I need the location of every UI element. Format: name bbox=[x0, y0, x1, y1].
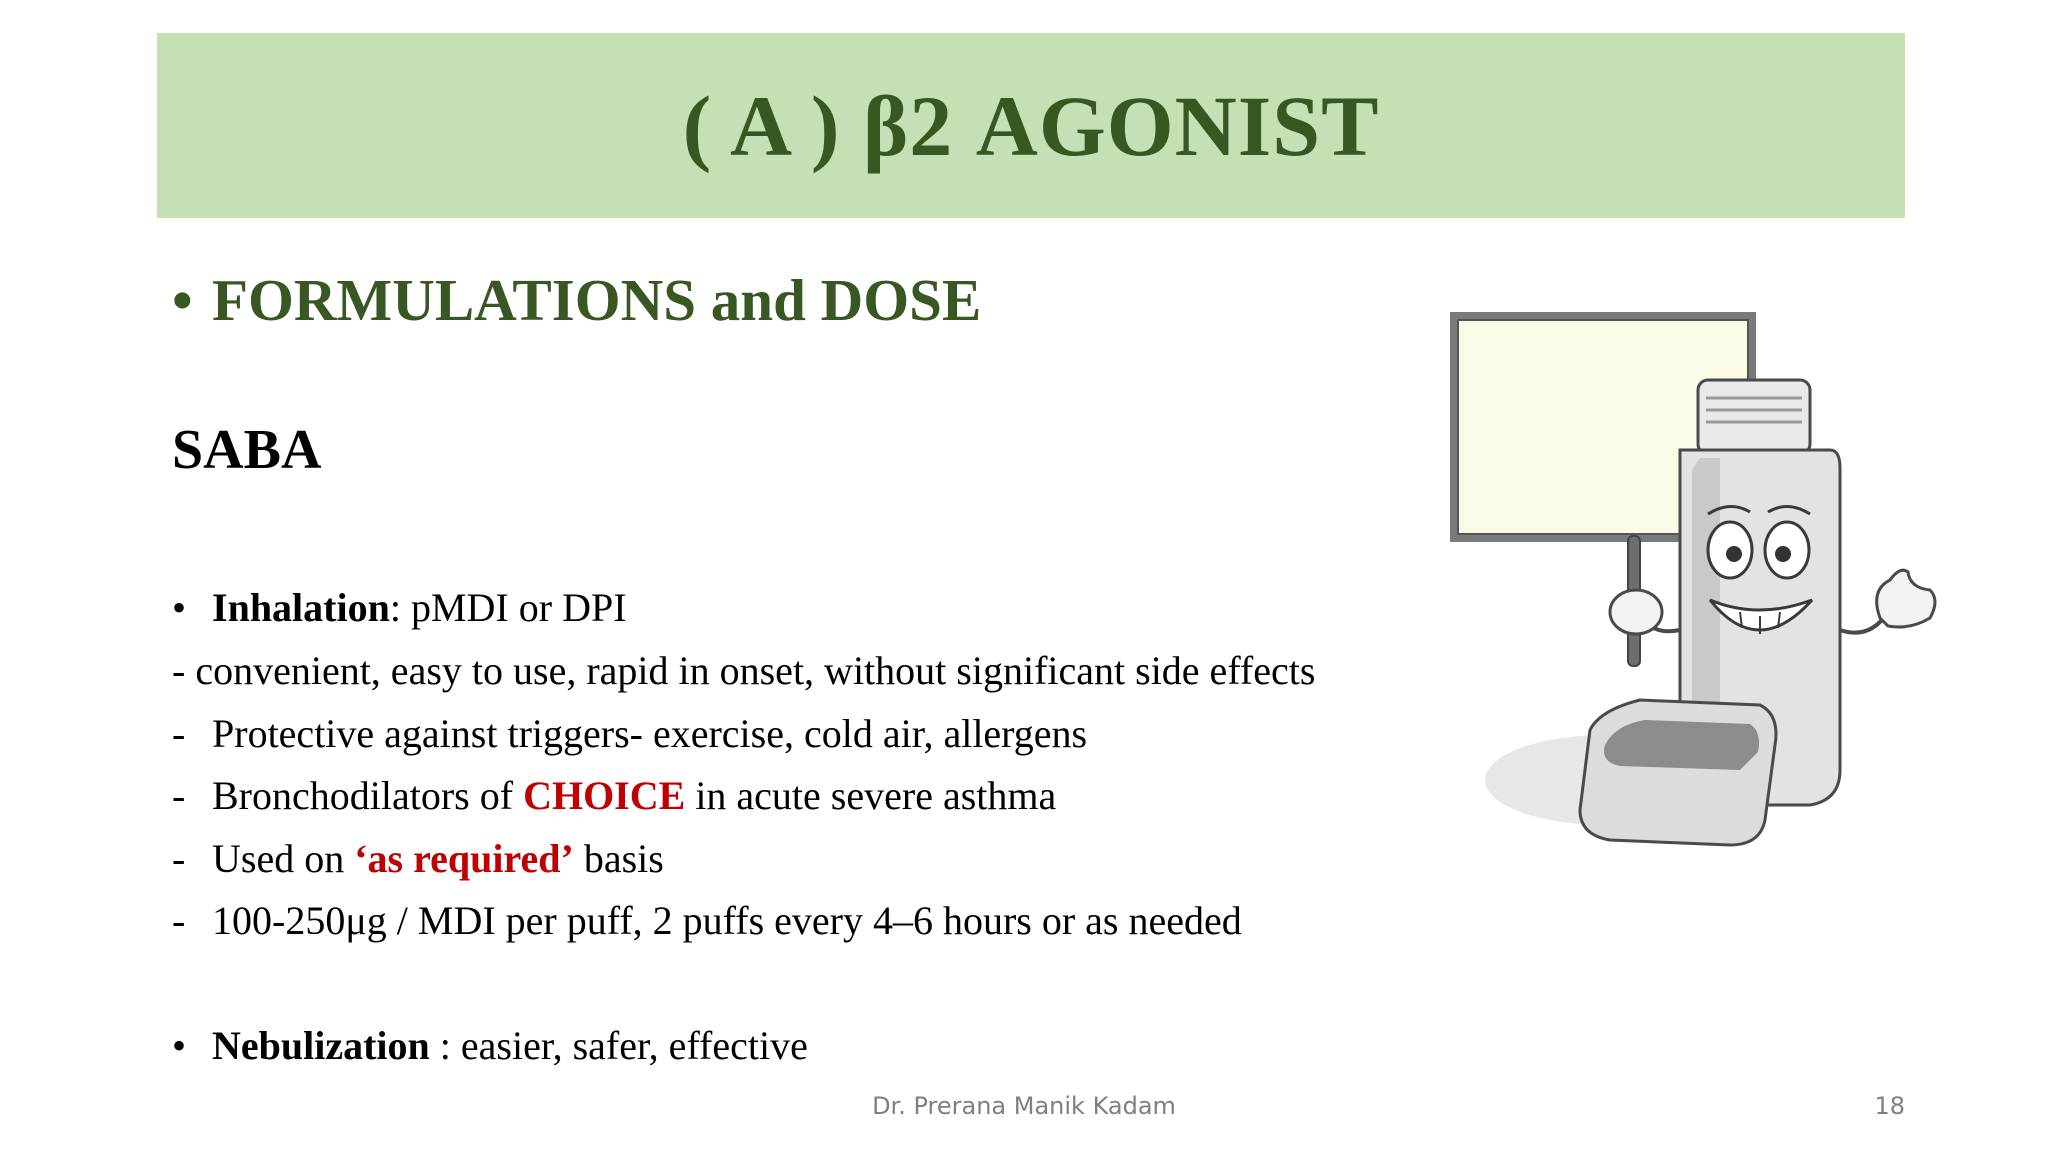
dash: - bbox=[172, 898, 186, 943]
dose-line bbox=[172, 897, 1242, 944]
bullet: • bbox=[172, 1023, 187, 1068]
inhalation-label: Inhalation bbox=[212, 585, 390, 630]
inhalation-line bbox=[172, 584, 627, 631]
protective-text: Protective against triggers- exercise, cold air, allergens bbox=[212, 711, 1088, 756]
bronchodilators-line bbox=[172, 772, 1056, 819]
dash: - bbox=[172, 836, 186, 881]
title-band bbox=[157, 33, 1905, 218]
nebulization-text: : easier, safer, effective bbox=[429, 1023, 808, 1068]
choice-highlight: CHOICE bbox=[523, 773, 686, 818]
used-on-before: Used on bbox=[212, 836, 355, 881]
canister-cap bbox=[1698, 380, 1810, 454]
page-number: 18 bbox=[1874, 1092, 1905, 1120]
as-required-highlight: ‘as required’ bbox=[354, 836, 574, 881]
nebulization-line bbox=[172, 1022, 808, 1069]
bronchodilators-before: Bronchodilators of bbox=[212, 773, 524, 818]
bullet: • bbox=[172, 585, 187, 630]
used-on-line bbox=[172, 835, 664, 882]
section-heading bbox=[172, 266, 981, 335]
dash: - bbox=[172, 773, 186, 818]
used-on-after: basis bbox=[573, 836, 664, 881]
bullet: • bbox=[172, 267, 193, 333]
footer-author: Dr. Prerana Manik Kadam bbox=[872, 1092, 1176, 1120]
inhaler-mascot-with-blank-sign-icon bbox=[1440, 300, 1940, 860]
bronchodilators-after: in acute severe asthma bbox=[685, 773, 1057, 818]
protective-line bbox=[172, 710, 1087, 757]
dash: - bbox=[172, 711, 186, 756]
slide-title: ( A ) β2 AGONIST bbox=[682, 77, 1380, 174]
thumbs-up-hand bbox=[1877, 570, 1935, 627]
section-heading-text: FORMULATIONS and DOSE bbox=[212, 267, 982, 333]
nebulization-label: Nebulization bbox=[212, 1023, 430, 1068]
inhalation-text: : pMDI or DPI bbox=[389, 585, 627, 630]
dose-text: 100-250μg / MDI per puff, 2 puffs every 4–6 hours or as needed bbox=[212, 898, 1242, 943]
subheading-saba: SABA bbox=[172, 419, 322, 481]
left-hand bbox=[1610, 590, 1662, 634]
convenient-line: - convenient, easy to use, rapid in onset, without significant side effects bbox=[172, 648, 1316, 693]
